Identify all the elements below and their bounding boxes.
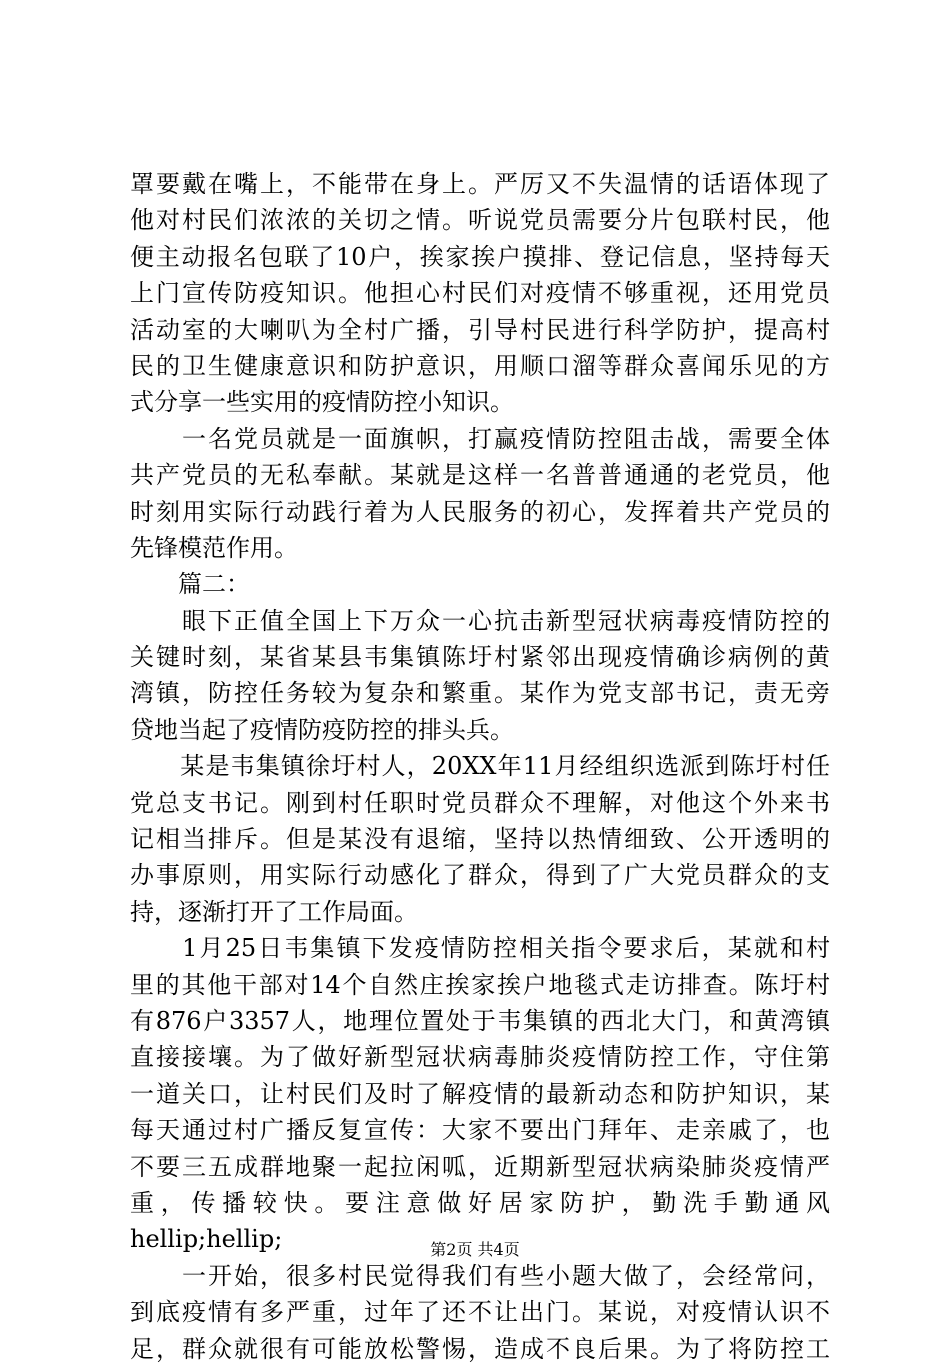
- text-line: 式分享一些实用的疫情防控小知识。: [130, 388, 514, 417]
- text-line: 党总支书记。刚到村任职时党员群众不理解，对他这个外来书: [130, 788, 830, 817]
- text-line: 某是韦集镇徐圩村人，20XX年11月经组织选派到陈圩村任: [130, 752, 830, 781]
- text-line: 便主动报名包联了10户，挨家挨户摸排、登记信息，坚持每天: [130, 242, 830, 271]
- text-line: hellip;hellip;: [130, 1225, 283, 1254]
- page-footer: 第2页 共4页: [430, 1240, 520, 1259]
- text-line: 重，传播较快。要注意做好居家防护，勤洗手勤通风: [130, 1188, 830, 1217]
- text-line: 贷地当起了疫情防疫防控的排头兵。: [130, 715, 514, 744]
- text-line: 眼下正值全国上下万众一心抗击新型冠状病毒疫情防控的: [130, 606, 830, 635]
- text-line: 到底疫情有多严重，过年了还不让出门。某说，对疫情认识不: [130, 1298, 830, 1327]
- text-line: 办事原则，用实际行动感化了群众，得到了广大党员群众的支: [130, 861, 830, 890]
- text-line: 上门宣传防疫知识。他担心村民们对疫情不够重视，还用党员: [130, 279, 830, 308]
- text-line: 民的卫生健康意识和防护意识，用顺口溜等群众喜闻乐见的方: [130, 351, 830, 380]
- text-line: 不要三五成群地聚一起拉闲呱，近期新型冠状病染肺炎疫情严: [130, 1152, 830, 1181]
- text-line: 一开始，很多村民觉得我们有些小题大做了，会经常问，: [130, 1261, 830, 1290]
- text-line: 他对村民们浓浓的关切之情。听说党员需要分片包联村民，他: [130, 206, 830, 235]
- text-line: 时刻用实际行动践行着为人民服务的初心，发挥着共产党员的: [130, 497, 830, 526]
- text-line: 持，逐渐打开了工作局面。: [130, 897, 418, 926]
- text-line: 每天通过村广播反复宣传：大家不要出门拜年、走亲戚了，也: [130, 1116, 830, 1145]
- text-line: 罩要戴在嘴上，不能带在身上。严厉又不失温情的话语体现了: [130, 170, 830, 198]
- text-line: 直接接壤。为了做好新型冠状病毒肺炎疫情防控工作，守住第: [130, 1043, 830, 1072]
- text-line: 活动室的大喇叭为全村广播，引导村民进行科学防护，提高村: [130, 315, 830, 344]
- text-line: 有876户3357人，地理位置处于韦集镇的西北大门，和黄湾镇: [130, 1006, 830, 1035]
- text-line: 共产党员的无私奉献。某就是这样一名普普通通的老党员，他: [130, 461, 830, 490]
- text-line: 足，群众就很有可能放松警惕，造成不良后果。为了将防控工: [130, 1334, 830, 1363]
- text-line: 记相当排斥。但是某没有退缩，坚持以热情细致、公开透明的: [130, 825, 830, 854]
- text-line: 一名党员就是一面旗帜，打赢疫情防控阻击战，需要全体: [130, 424, 830, 453]
- text-line: 先锋模范作用。: [130, 533, 298, 562]
- text-line: 湾镇，防控任务较为复杂和繁重。某作为党支部书记，责无旁: [130, 679, 830, 708]
- text-line: 1月25日韦集镇下发疫情防控相关指令要求后，某就和村: [130, 934, 830, 963]
- document-body: [130, 166, 830, 1367]
- text-line: 关键时刻，某省某县韦集镇陈圩村紧邻出现疫情确诊病例的黄: [130, 643, 830, 672]
- text-line: 里的其他干部对14个自然庄挨家挨户地毯式走访排查。陈圩村: [130, 970, 830, 999]
- text-line: 篇二：: [130, 570, 250, 599]
- text-line: 一道关口，让村民们及时了解疫情的最新动态和防护知识，某: [130, 1079, 830, 1108]
